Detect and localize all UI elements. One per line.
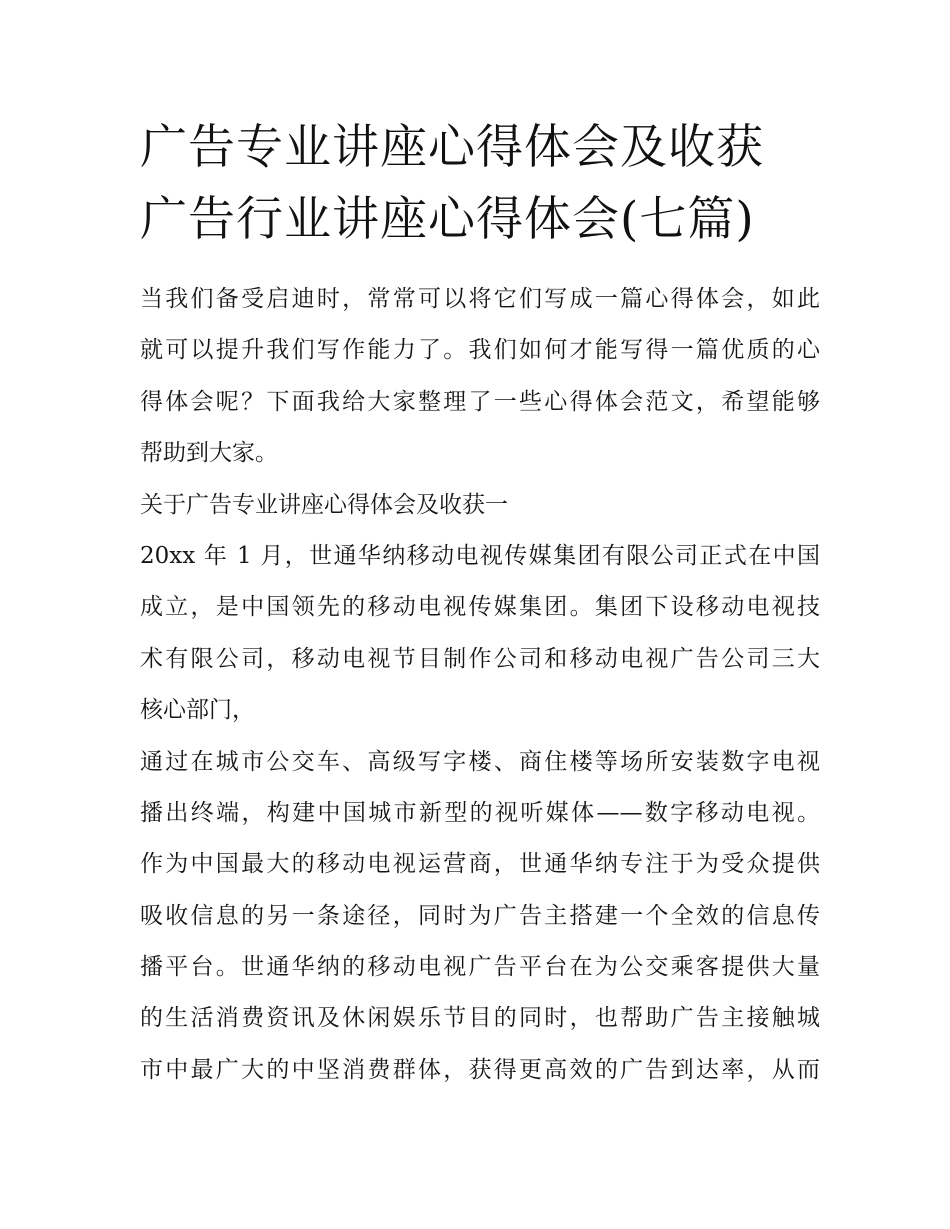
paragraph-line: 核心部门， xyxy=(140,697,255,724)
paragraph-line: 吸收信息的另一条途径，同时为广告主搭建一个全效的信息传 xyxy=(140,902,820,929)
paragraph-line: 播出终端，构建中国城市新型的视听媒体——数字移动电视。 xyxy=(140,799,820,826)
intro-line: 当我们备受启迪时，常常可以将它们写成一篇心得体会，如此 xyxy=(140,286,820,312)
intro-line: 就可以提升我们写作能力了。我们如何才能写得一篇优质的心 xyxy=(140,337,820,364)
paragraph-line: 作为中国最大的移动电视运营商，世通华纳专注于为受众提供 xyxy=(140,851,820,878)
document-title xyxy=(140,112,820,256)
paragraph-line: 市中最广大的中坚消费群体，获得更高效的广告到达率，从而 xyxy=(140,1056,820,1083)
paragraph-line: 通过在城市公交车、高级写字楼、商住楼等场所安装数字电视 xyxy=(140,748,820,775)
paragraph-line: 术有限公司，移动电视节目制作公司和移动电视广告公司三大 xyxy=(140,645,820,672)
intro-line: 得体会呢？下面我给大家整理了一些心得体会范文，希望能够 xyxy=(140,388,820,415)
paragraph-line: 成立，是中国领先的移动电视传媒集团。集团下设移动电视技 xyxy=(140,594,820,621)
paragraph-line: 的生活消费资讯及休闲娱乐节目的同时，也帮助广告主接触城 xyxy=(140,1005,820,1032)
title-line-2: 广告行业讲座心得体会(七篇) xyxy=(140,192,755,247)
document-body xyxy=(140,274,820,1096)
paragraph-line: 20xx 年 1 月，世通华纳移动电视传媒集团有限公司正式在中国 xyxy=(140,542,820,569)
title-line-1: 广告专业讲座心得体会及收获 xyxy=(140,120,764,175)
intro-line: 帮助到大家。 xyxy=(140,440,278,467)
section-heading: 关于广告专业讲座心得体会及收获一 xyxy=(140,491,508,518)
paragraph-line: 播平台。世通华纳的移动电视广告平台在为公交乘客提供大量 xyxy=(140,954,820,981)
